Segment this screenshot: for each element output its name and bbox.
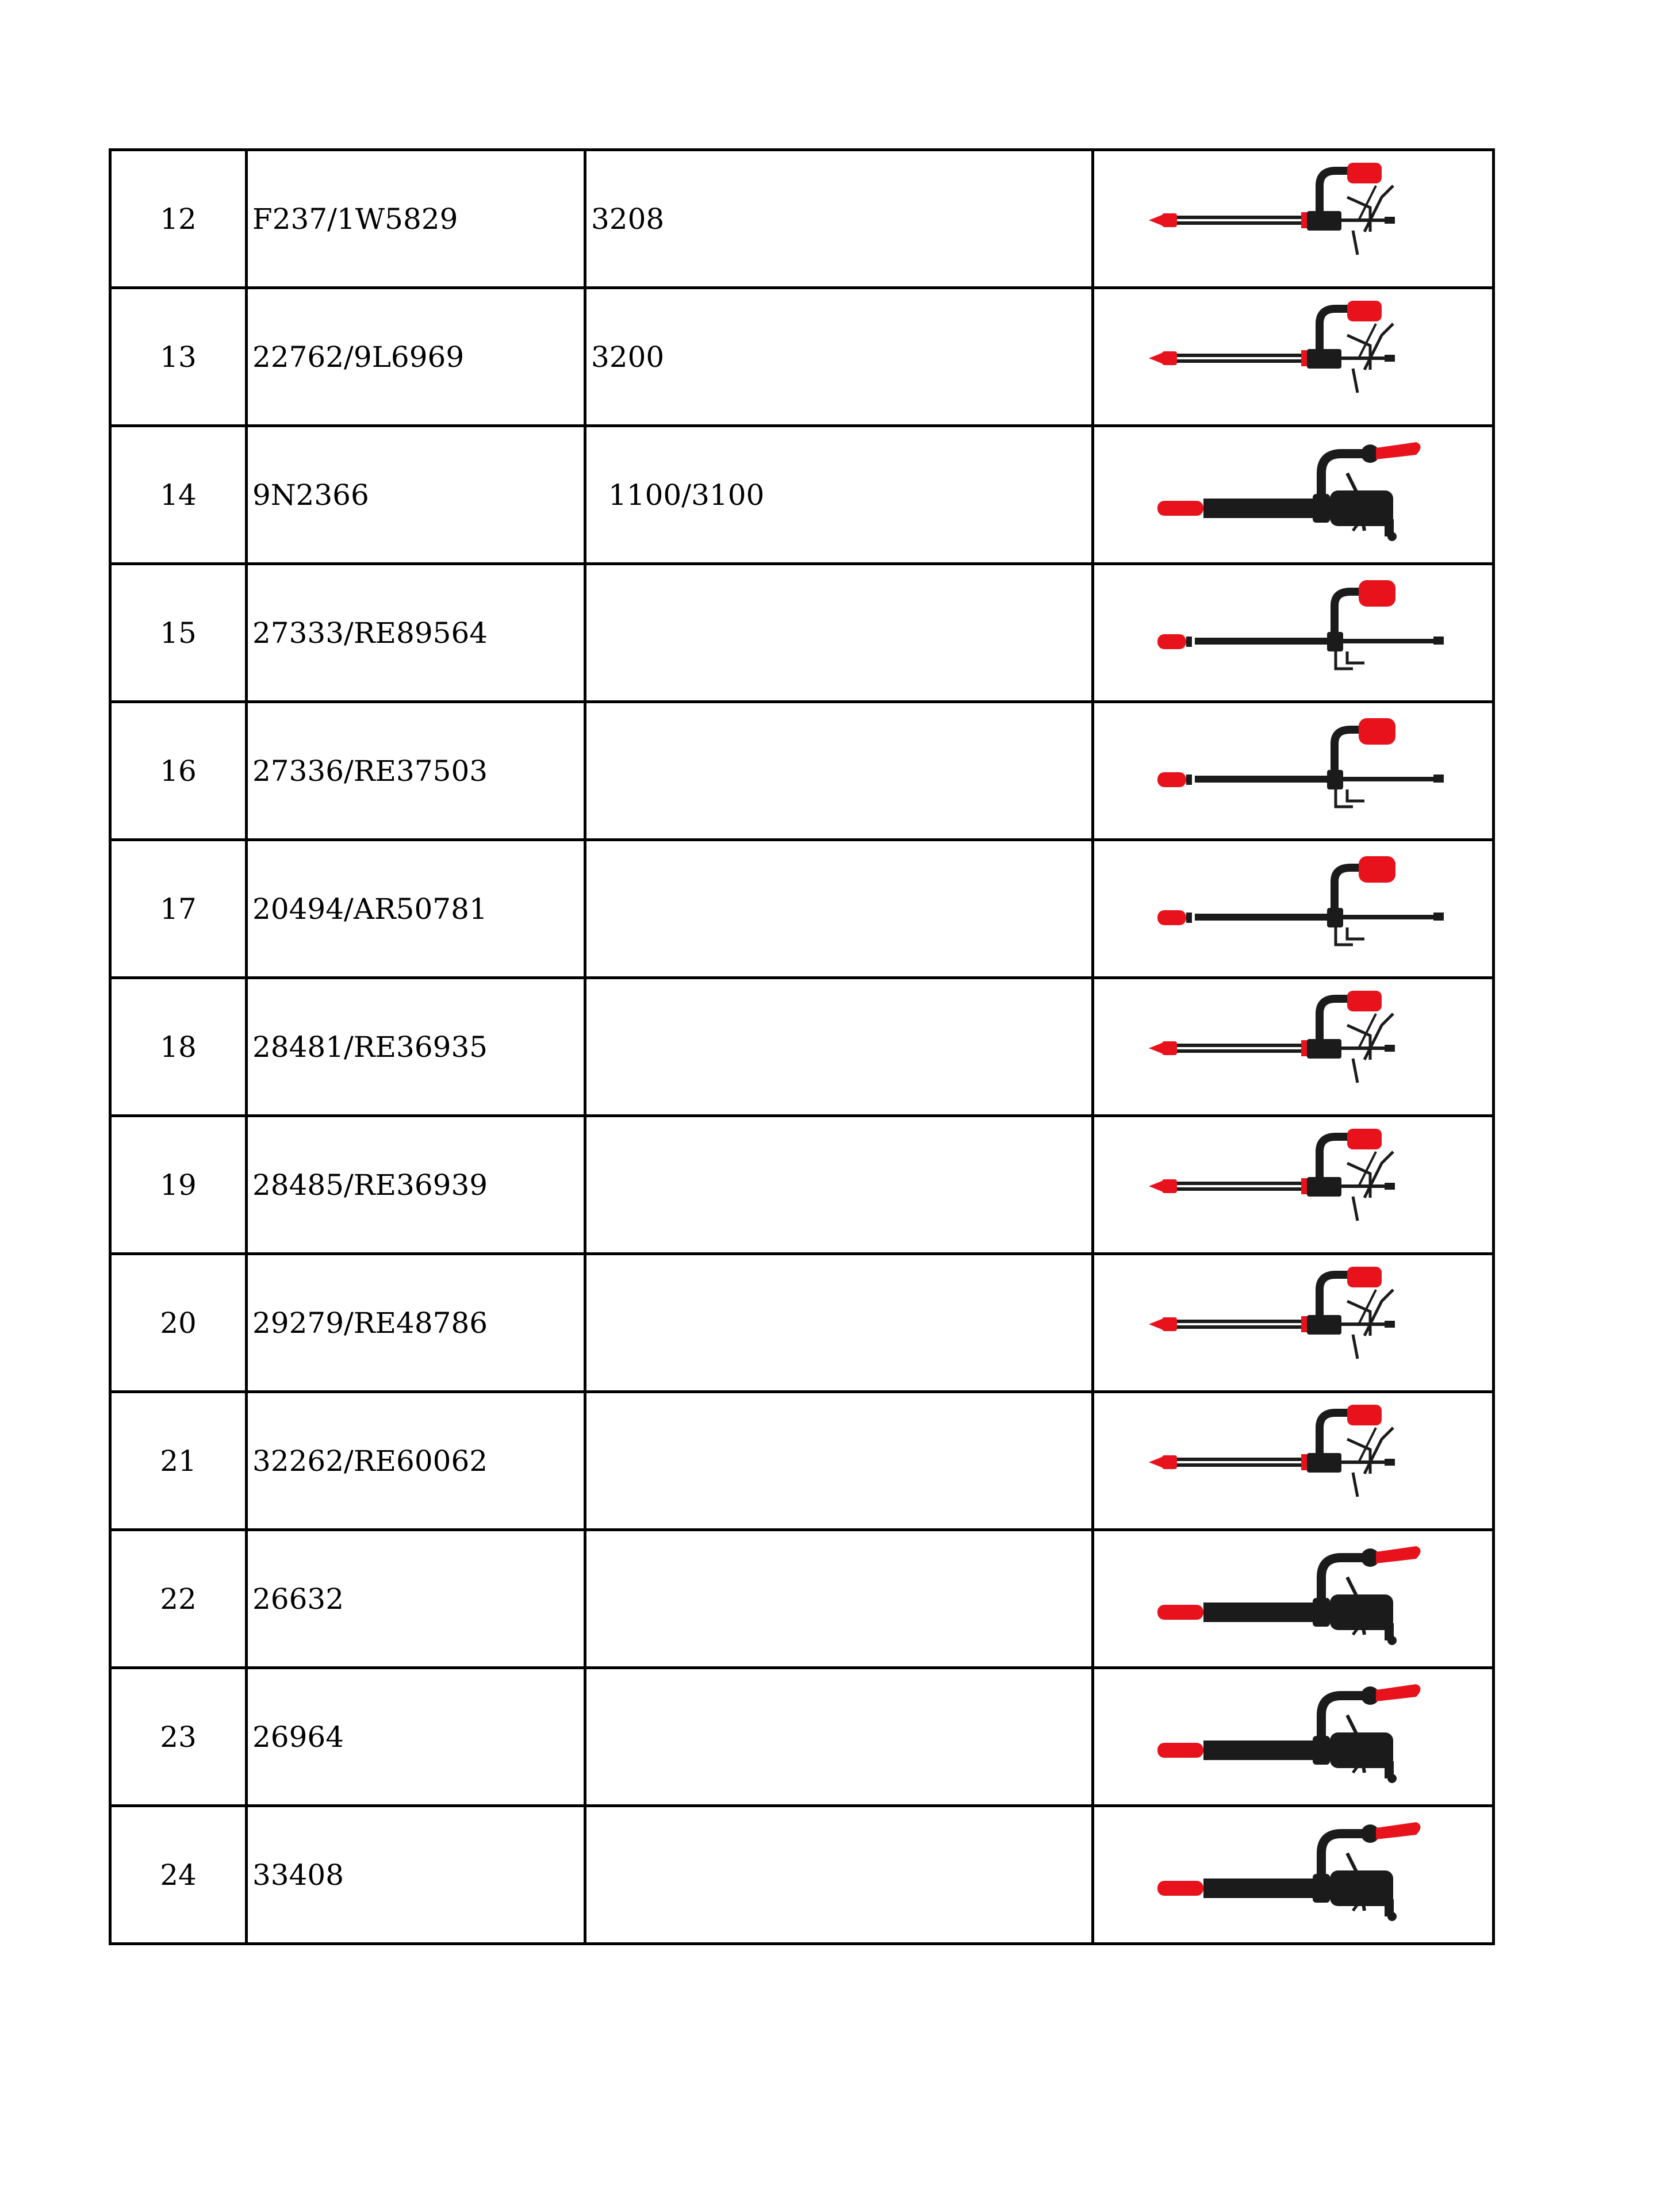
engine-model — [585, 1530, 1093, 1668]
engine-model — [585, 1392, 1093, 1530]
pencil-injector-icon — [1094, 151, 1492, 286]
table-row — [110, 1116, 1494, 1254]
item-number: 20 — [110, 1254, 247, 1392]
pencil-injector-icon — [1094, 1117, 1492, 1252]
item-number: 18 — [110, 978, 247, 1116]
item-number: 24 — [110, 1806, 247, 1944]
part-code: 32262/RE60062 — [247, 1392, 585, 1530]
table-row — [110, 150, 1494, 288]
part-code: 33408 — [247, 1806, 585, 1944]
pencil-injector-icon — [1094, 1669, 1492, 1804]
product-image-cell — [1093, 840, 1494, 978]
product-image-cell — [1093, 702, 1494, 840]
product-image-cell — [1093, 564, 1494, 702]
engine-model: 3200 — [585, 288, 1093, 426]
table-row — [110, 1530, 1494, 1668]
pencil-injector-icon — [1094, 1807, 1492, 1942]
table-row — [110, 1254, 1494, 1392]
product-image-cell — [1093, 1806, 1494, 1944]
product-image-cell — [1093, 426, 1494, 564]
item-number: 16 — [110, 702, 247, 840]
table-row — [110, 288, 1494, 426]
pencil-injector-icon — [1094, 1393, 1492, 1528]
part-code: 28485/RE36939 — [247, 1116, 585, 1254]
engine-model — [585, 1116, 1093, 1254]
engine-model — [585, 1668, 1093, 1806]
engine-model — [585, 702, 1093, 840]
table-body — [110, 150, 1494, 1944]
part-code: 20494/AR50781 — [247, 840, 585, 978]
product-image-cell — [1093, 1116, 1494, 1254]
engine-model: 1100/3100 — [585, 426, 1093, 564]
part-code: 29279/RE48786 — [247, 1254, 585, 1392]
item-number: 13 — [110, 288, 247, 426]
item-number: 15 — [110, 564, 247, 702]
item-number: 17 — [110, 840, 247, 978]
product-image-cell — [1093, 1668, 1494, 1806]
item-number: 21 — [110, 1392, 247, 1530]
item-number: 22 — [110, 1530, 247, 1668]
pencil-injector-icon — [1094, 1255, 1492, 1390]
item-number: 23 — [110, 1668, 247, 1806]
table-row — [110, 1392, 1494, 1530]
pencil-injector-icon — [1094, 703, 1492, 838]
product-image-cell — [1093, 150, 1494, 288]
pencil-injector-icon — [1094, 841, 1492, 976]
table-row — [110, 564, 1494, 702]
part-code: 9N2366 — [247, 426, 585, 564]
engine-model — [585, 1254, 1093, 1392]
item-number: 19 — [110, 1116, 247, 1254]
table-row — [110, 702, 1494, 840]
product-image-cell — [1093, 288, 1494, 426]
table-row — [110, 978, 1494, 1116]
table-row — [110, 1668, 1494, 1806]
product-image-cell — [1093, 1392, 1494, 1530]
item-number: 14 — [110, 426, 247, 564]
part-code: 26632 — [247, 1530, 585, 1668]
table-row — [110, 426, 1494, 564]
pencil-injector-icon — [1094, 1531, 1492, 1666]
part-code: 27336/RE37503 — [247, 702, 585, 840]
product-image-cell — [1093, 978, 1494, 1116]
engine-model — [585, 564, 1093, 702]
part-code: 26964 — [247, 1668, 585, 1806]
pencil-injector-icon — [1094, 979, 1492, 1114]
engine-model — [585, 978, 1093, 1116]
engine-model: 3208 — [585, 150, 1093, 288]
pencil-injector-icon — [1094, 289, 1492, 424]
engine-model — [585, 1806, 1093, 1944]
table-row — [110, 840, 1494, 978]
table-row — [110, 1806, 1494, 1944]
part-code: 22762/9L6969 — [247, 288, 585, 426]
product-image-cell — [1093, 1254, 1494, 1392]
engine-model — [585, 840, 1093, 978]
part-code: F237/1W5829 — [247, 150, 585, 288]
parts-table — [109, 148, 1495, 1945]
pencil-injector-icon — [1094, 427, 1492, 562]
part-code: 28481/RE36935 — [247, 978, 585, 1116]
product-image-cell — [1093, 1530, 1494, 1668]
part-code: 27333/RE89564 — [247, 564, 585, 702]
item-number: 12 — [110, 150, 247, 288]
pencil-injector-icon — [1094, 565, 1492, 700]
